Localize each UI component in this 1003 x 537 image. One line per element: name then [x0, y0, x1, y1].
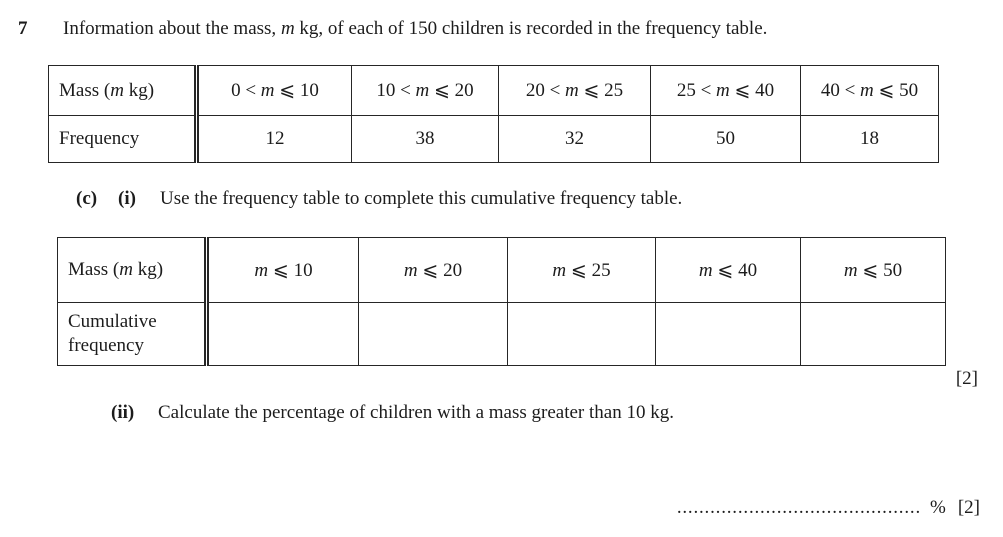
part-ii-instruction: Calculate the percentage of children with a mass greater than 10 kg. — [158, 402, 674, 423]
question-number: 7 — [18, 18, 28, 39]
answer-line — [677, 497, 980, 519]
part-c-label: (c) — [76, 188, 98, 209]
mass-interval-cell: 25 < m ⩽ 40 — [651, 66, 801, 116]
cumulative-answer-cell[interactable] — [207, 303, 359, 366]
mass-bound-cell: m ⩽ 25 — [508, 238, 656, 303]
mass-interval-cell: 10 < m ⩽ 20 — [352, 66, 499, 116]
frequency-value-cell: 38 — [352, 116, 499, 163]
mass-interval-cell: 20 < m ⩽ 25 — [499, 66, 651, 116]
frequency-value-cell: 18 — [801, 116, 939, 163]
frequency-value-cell: 12 — [197, 116, 352, 163]
marks-badge-cii: [2] — [957, 497, 980, 518]
cumulative-answer-cell[interactable] — [508, 303, 656, 366]
frequency-value-cell: 32 — [499, 116, 651, 163]
cumulative-answer-cell[interactable] — [656, 303, 801, 366]
frequency-table — [48, 65, 939, 163]
mass-interval-cell: 0 < m ⩽ 10 — [197, 66, 352, 116]
mass-bound-cell: m ⩽ 50 — [801, 238, 946, 303]
cumulative-table-row-header: Cumulative frequency — [58, 303, 207, 366]
mass-bound-cell: m ⩽ 20 — [359, 238, 508, 303]
cumulative-table-mass-header: Mass (m kg) — [58, 238, 207, 303]
part-i-instruction: Use the frequency table to complete this cumulative frequency table. — [160, 188, 683, 209]
frequency-table-mass-header: Mass (m kg) — [49, 66, 197, 116]
mass-interval-cell: 40 < m ⩽ 50 — [801, 66, 939, 116]
answer-dotted-blank[interactable]: ............................................ — [676, 497, 922, 518]
frequency-table-frequency-header: Frequency — [49, 116, 197, 163]
percent-sign: % — [930, 497, 946, 518]
question-intro: Information about the mass, m kg, of each of 150 children is recorded in the frequency table. — [63, 18, 768, 39]
marks-badge-ci: [2] — [955, 368, 978, 389]
frequency-value-cell: 50 — [651, 116, 801, 163]
part-i-label: (i) — [118, 188, 136, 209]
cumulative-answer-cell[interactable] — [359, 303, 508, 366]
cumulative-frequency-table — [57, 237, 946, 366]
mass-bound-cell: m ⩽ 10 — [207, 238, 359, 303]
mass-bound-cell: m ⩽ 40 — [656, 238, 801, 303]
cumulative-answer-cell[interactable] — [801, 303, 946, 366]
part-ii-label: (ii) — [111, 402, 135, 423]
